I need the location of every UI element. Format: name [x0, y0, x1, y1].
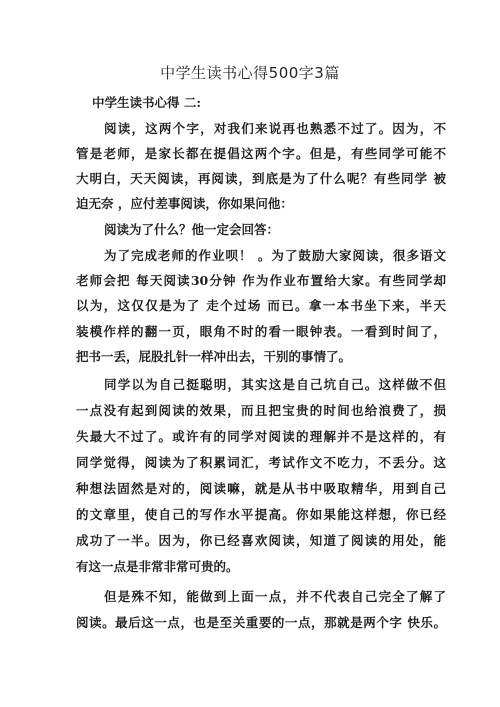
- paragraph-line: 阅读，这两个字，对我们来说再也熟悉不过了。因为，不: [104, 121, 446, 136]
- paragraph-line: 失最大不过了。或许有的同学对阅读的理解并不是这样的，有: [76, 429, 446, 444]
- document-title: 中学生读书心得500字3篇: [160, 64, 340, 82]
- paragraph-line: 以为，这仅仅是为了 走个过场 而已。拿一本书坐下来，半天: [76, 298, 446, 313]
- paragraph-line: 管是老师，是家长都在提倡这两个字。但是，有些同学可能不: [76, 146, 446, 161]
- section-subtitle: 中学生读书心得 二:: [92, 95, 201, 110]
- paragraph-line: 成功了一半。因为，你已经喜欢阅读，知道了阅读的用处，能: [76, 533, 446, 548]
- paragraph-line: 装模作样的翻一页，眼角不时的看一眼钟表。一看到时间了，: [76, 324, 446, 339]
- paragraph-line: 老师会把 每天阅读30分钟 作为作业布置给大家。有些同学却: [76, 273, 446, 288]
- paragraph-line: 种想法固然是对的，阅读嘛，就是从书中吸取精华，用到自己: [76, 481, 446, 496]
- paragraph-line: 把书一丢，屁股扎针一样冲出去，干别的事情了。: [76, 349, 352, 364]
- paragraph-line: 大明白，天天阅读，再阅读，到底是为了什么呢？有些同学 被: [76, 171, 446, 186]
- paragraph-line: 一点没有起到阅读的效果，而且把宝贵的时间也给浪费了，损: [76, 403, 446, 418]
- paragraph-line: 阅读。最后这一点，也是至关重要的一点，那就是两个字 快乐。: [76, 615, 446, 630]
- paragraph-line: 同学以为自己挺聪明，其实这是自己坑自己。这样做不但: [104, 377, 446, 392]
- paragraph-line: 有这一点是非常非常可贵的。: [76, 559, 239, 574]
- paragraph-line: 的文章里，使自己的写作水平提高。你如果能这样想，你已经: [76, 507, 446, 522]
- paragraph-line: 阅读为了什么？他一定会回答：: [104, 222, 280, 237]
- paragraph-line: 为了完成老师的作业呗！ 。为了鼓励大家阅读，很多语文: [104, 248, 446, 263]
- paragraph-line: 但是殊不知，能做到上面一点，并不代表自己完全了解了: [104, 589, 446, 604]
- paragraph-line: 迫无奈 ，应付差事阅读，你如果问他：: [76, 196, 293, 211]
- paragraph-line: 同学觉得，阅读为了积累词汇，考试作文不吃力，不丢分。这: [76, 455, 446, 470]
